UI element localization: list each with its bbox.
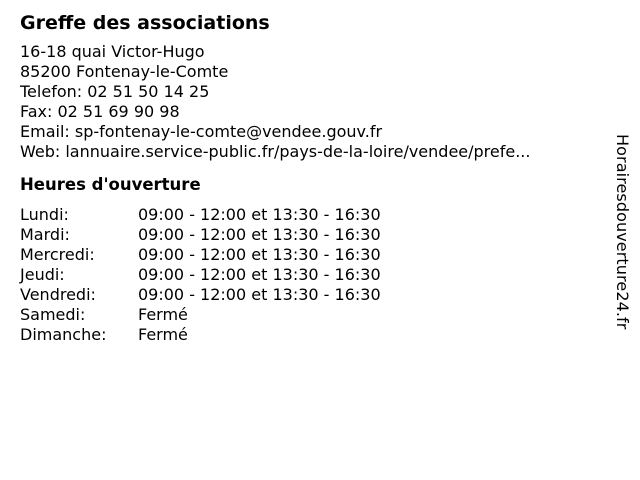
web-link[interactable]: Web: lannuaire.service-public.fr/pays-de-la-loire/vendee/prefe... (20, 142, 531, 161)
hours-row-sunday (20, 325, 600, 345)
day-hours: 09:00 - 12:00 et 13:30 - 16:30 (138, 205, 381, 224)
info-card (20, 10, 600, 345)
hours-table (20, 205, 600, 345)
hours-row-monday (20, 205, 600, 225)
day-label: Mardi: (20, 225, 70, 244)
phone-number[interactable]: Telefon: 02 51 50 14 25 (20, 82, 210, 101)
hours-heading: Heures d'ouverture (20, 175, 201, 194)
day-hours: Fermé (138, 325, 188, 344)
fax-number: Fax: 02 51 69 90 98 (20, 102, 180, 121)
page-title: Greffe des associations (20, 12, 270, 34)
day-label: Vendredi: (20, 285, 96, 304)
day-label: Samedi: (20, 305, 86, 324)
day-label: Dimanche: (20, 325, 107, 344)
hours-row-friday (20, 285, 600, 305)
day-hours: 09:00 - 12:00 et 13:30 - 16:30 (138, 225, 381, 244)
day-label: Lundi: (20, 205, 69, 224)
address-city: 85200 Fontenay-le-Comte (20, 62, 229, 81)
day-label: Mercredi: (20, 245, 95, 264)
hours-row-tuesday (20, 225, 600, 245)
address-street: 16-18 quai Victor-Hugo (20, 42, 205, 61)
hours-row-thursday (20, 265, 600, 285)
day-hours: 09:00 - 12:00 et 13:30 - 16:30 (138, 265, 381, 284)
day-hours: 09:00 - 12:00 et 13:30 - 16:30 (138, 285, 381, 304)
day-label: Jeudi: (20, 265, 65, 284)
hours-row-saturday (20, 305, 600, 325)
hours-row-wednesday (20, 245, 600, 265)
email-link[interactable]: Email: sp-fontenay-le-comte@vendee.gouv.fr (20, 122, 383, 141)
day-hours: Fermé (138, 305, 188, 324)
day-hours: 09:00 - 12:00 et 13:30 - 16:30 (138, 245, 381, 264)
site-watermark: Horairesdouverture24.fr (613, 134, 632, 330)
